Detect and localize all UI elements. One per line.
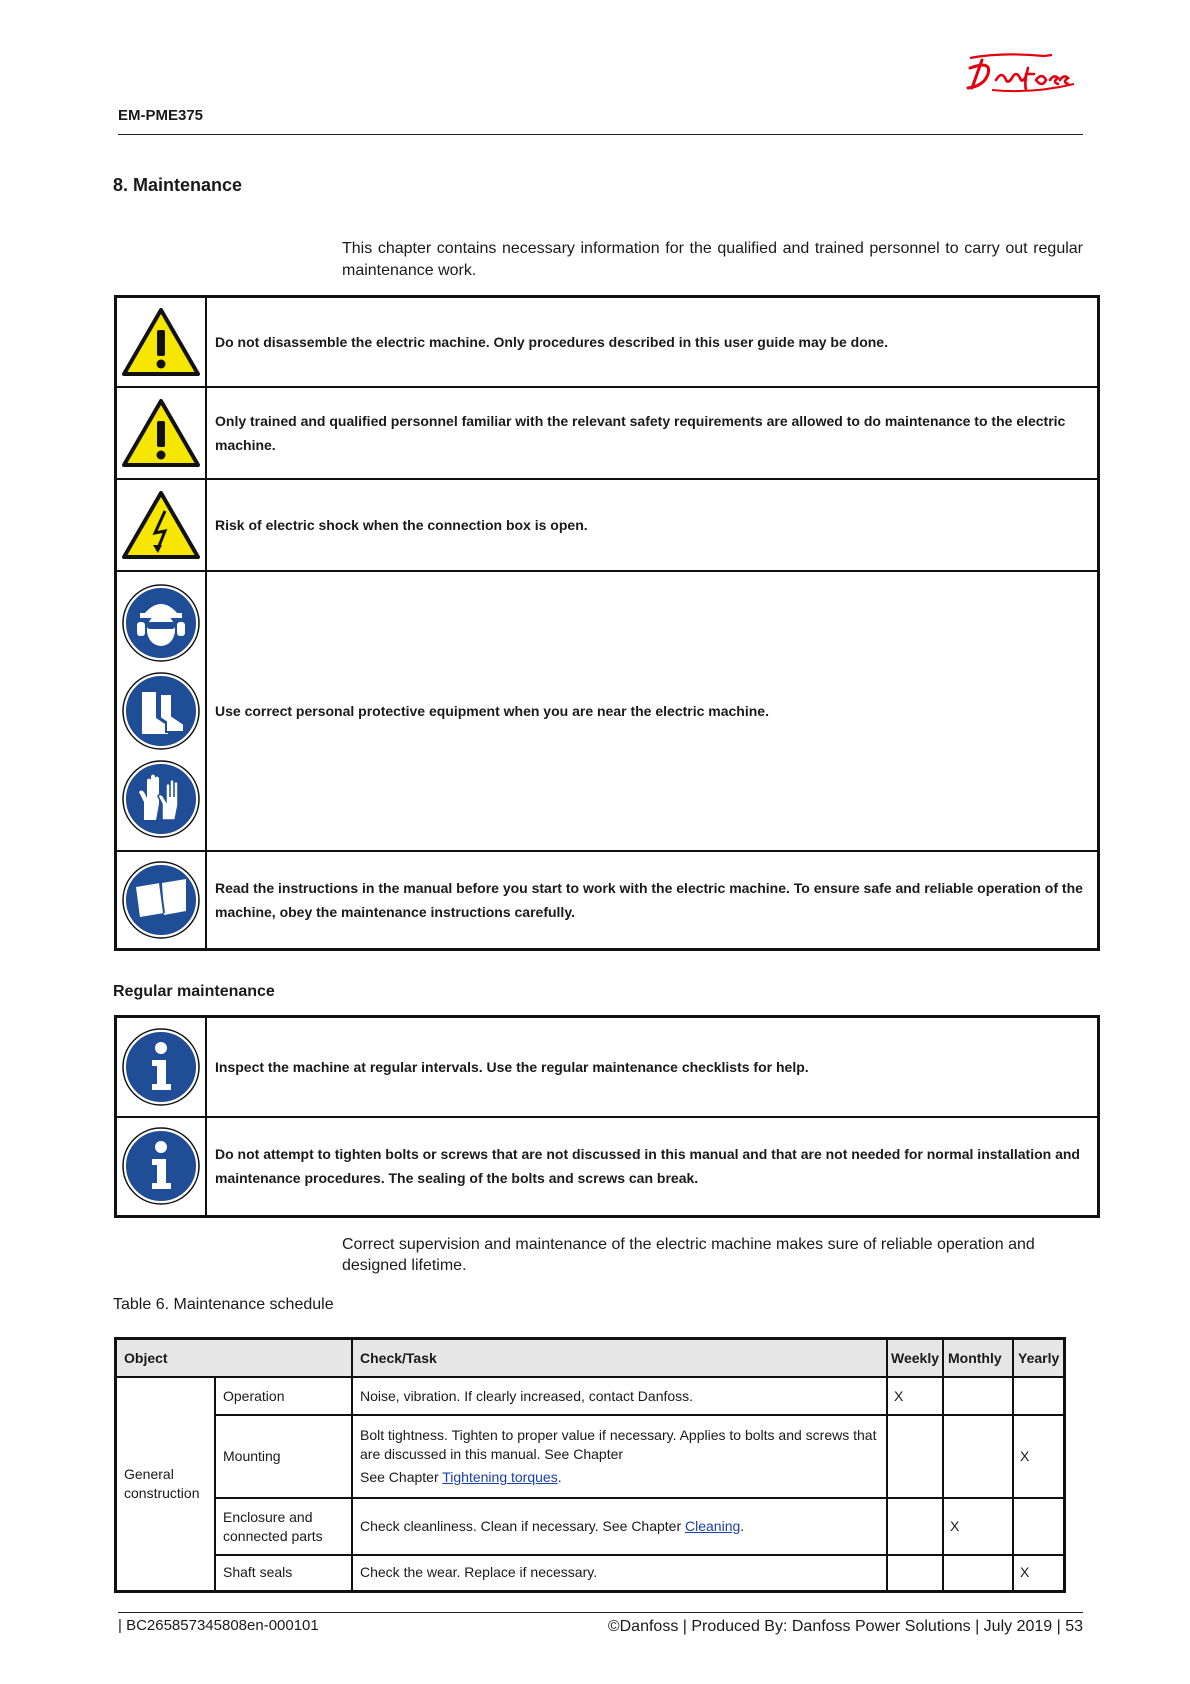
yearly-cell: X <box>1013 1555 1065 1591</box>
task-cell: Check the wear. Replace if necessary. <box>352 1555 887 1591</box>
object-cell: Operation <box>215 1377 352 1415</box>
safety-note-row <box>116 387 1099 479</box>
info-note-row <box>116 1017 1099 1117</box>
table-caption: Table 6. Maintenance schedule <box>113 1296 334 1313</box>
footer-rule <box>118 1612 1083 1613</box>
weekly-cell: X <box>887 1377 943 1415</box>
warning-icon <box>121 306 201 378</box>
info-icon <box>122 1028 200 1106</box>
object-cell: Enclosure and connected parts <box>215 1498 352 1555</box>
safety-note-text: Risk of electric shock when the connection box is open. <box>206 479 1099 571</box>
footer-copyright: ©Danfoss | Produced By: Danfoss Power Solutions | July 2019 | 53 <box>607 1618 1083 1635</box>
task-reference-prefix: See Chapter <box>360 1469 443 1485</box>
weekly-cell <box>887 1555 943 1591</box>
read-manual-icon <box>122 861 200 939</box>
task-text: Check cleanliness. Clean if necessary. See Chapter <box>360 1518 686 1534</box>
header-weekly: Weekly <box>887 1339 943 1378</box>
section-title: Regular maintenance <box>113 983 275 1000</box>
task-text: Bolt tightness. Tighten to proper value if necessary. Applies to bolts and screws that are discussed in this manual. See Chapter <box>360 1427 877 1462</box>
chapter-intro: This chapter contains necessary information for the qualified and trained personnel to carry out regular maintenance work. <box>342 240 1083 279</box>
maintenance-paragraph: Correct supervision and maintenance of the electric machine makes sure of reliable operation and designed lifetime. <box>342 1236 1035 1274</box>
table-row <box>116 1377 1065 1415</box>
table-row <box>116 1555 1065 1591</box>
table-row <box>116 1415 1065 1498</box>
safety-note-row <box>116 851 1099 950</box>
safety-notes-table <box>114 295 1100 951</box>
info-note-text: Do not attempt to tighten bolts or screws that are not discussed in this manual and that are not needed for normal installation and maintenance procedures. The sealing of the bolts and screws can break. <box>206 1117 1099 1217</box>
header-task: Check/Task <box>352 1339 887 1378</box>
safety-note-text: Only trained and qualified personnel familiar with the relevant safety requirements are allowed to do maintenance to the electric machine. <box>206 387 1099 479</box>
safety-note-row <box>116 479 1099 571</box>
object-cell: Mounting <box>215 1415 352 1498</box>
table-row <box>116 1498 1065 1555</box>
safety-note-text: Use correct personal protective equipment when you are near the electric machine. <box>206 571 1099 851</box>
group-cell: General construction <box>116 1377 216 1591</box>
task-reference-tail: . <box>557 1469 562 1485</box>
task-tail: . <box>740 1518 745 1534</box>
info-note-text: Inspect the machine at regular intervals. Use the regular maintenance checklists for help. <box>206 1017 1099 1117</box>
electric-shock-icon <box>121 489 201 561</box>
footer-doc-code: | BC265857345808en-000101 <box>118 1617 319 1634</box>
head-protection-icon <box>122 584 200 662</box>
header-rule <box>118 134 1083 135</box>
info-notes-table <box>114 1015 1100 1218</box>
cleaning-link[interactable]: Cleaning <box>685 1518 741 1534</box>
yearly-cell: X <box>1013 1415 1065 1498</box>
header-monthly: Monthly <box>943 1339 1013 1378</box>
document-id: EM-PME375 <box>118 107 204 124</box>
safety-boots-icon <box>122 672 200 750</box>
safety-note-row <box>116 571 1099 851</box>
monthly-cell <box>943 1377 1013 1415</box>
danfoss-logo <box>962 50 1082 94</box>
weekly-cell <box>887 1415 943 1498</box>
tightening-torques-link[interactable]: Tightening torques <box>442 1469 558 1485</box>
maintenance-schedule-table <box>114 1337 1066 1593</box>
task-cell: Noise, vibration. If clearly increased, contact Danfoss. <box>352 1377 887 1415</box>
monthly-cell: X <box>943 1498 1013 1555</box>
gloves-icon <box>122 760 200 838</box>
table-header-row <box>116 1339 1065 1378</box>
monthly-cell <box>943 1415 1013 1498</box>
weekly-cell <box>887 1498 943 1555</box>
warning-icon <box>121 397 201 469</box>
monthly-cell <box>943 1555 1013 1591</box>
safety-note-text: Read the instructions in the manual before you start to work with the electric machine. To ensure safe and reliable operation of the machine, obey the maintenance instructions carefully. <box>206 851 1099 950</box>
safety-note-row <box>116 297 1099 387</box>
yearly-cell <box>1013 1498 1065 1555</box>
info-icon <box>122 1127 200 1205</box>
yearly-cell <box>1013 1377 1065 1415</box>
object-cell: Shaft seals <box>215 1555 352 1591</box>
header-object: Object <box>116 1339 353 1378</box>
task-cell <box>352 1498 887 1555</box>
task-reference <box>360 1468 879 1487</box>
info-note-row <box>116 1117 1099 1217</box>
safety-note-text: Do not disassemble the electric machine. Only procedures described in this user guide may be done. <box>206 297 1099 387</box>
chapter-title: 8. Maintenance <box>113 175 243 195</box>
task-cell <box>352 1415 887 1498</box>
header-yearly: Yearly <box>1013 1339 1065 1378</box>
